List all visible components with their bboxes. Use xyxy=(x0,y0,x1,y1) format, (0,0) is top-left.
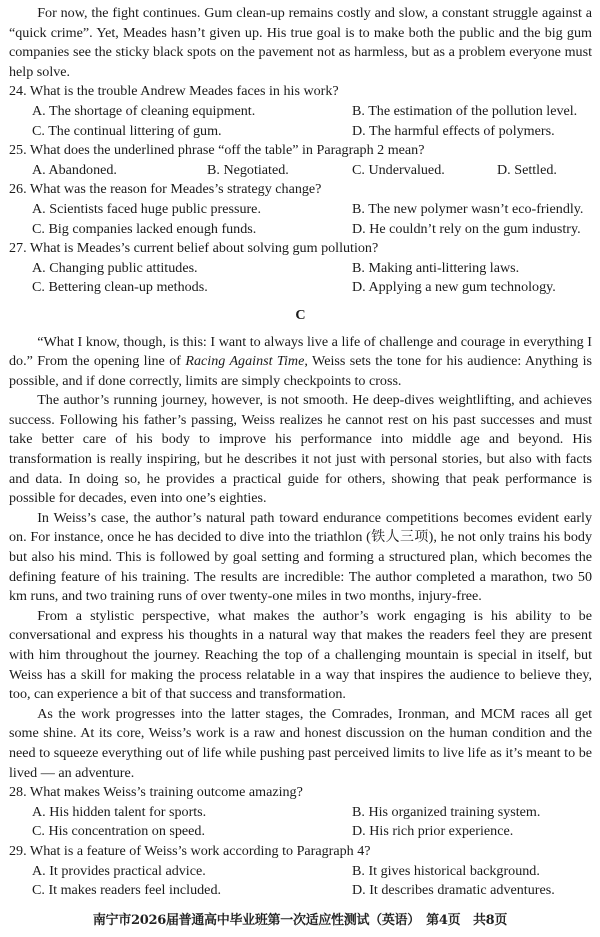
answer-option: D. He couldn’t rely on the gum industry. xyxy=(352,220,581,237)
paragraph xyxy=(9,333,592,392)
answer-option: D. The harmful effects of polymers. xyxy=(352,122,555,139)
book-title: Racing Against Time xyxy=(185,353,305,370)
answer-option: B. The new polymer wasn’t eco-friendly. xyxy=(352,200,584,217)
question-stem: 25. What does the underlined phrase “off the table” in Paragraph 2 mean? xyxy=(9,142,425,159)
answer-option: C. It makes readers feel included. xyxy=(32,882,222,899)
question xyxy=(9,141,592,180)
paragraph-text: In Weiss’s case, the author’s natural path toward endurance competitions becomes evident early on. For instance, once he has decided to dive into the triathlon (铁人三项), he not only trains his body but also his mind. This is followed by goal setting and forming a structured plan, which becomes the defining feature of his training. The results are incredible: The author completed a marathon, two 50 km runs, and two training runs of over twenty-one miles in two months, injury-free. xyxy=(9,509,592,605)
paragraph-text: , Weiss sets the tone for his audience: Anything is possible, and if done correctly, limits are simply checkpoints to cross. xyxy=(9,353,592,389)
answer-option: A. Abandoned. xyxy=(32,161,117,178)
answer-option: C. Bettering clean-up methods. xyxy=(32,279,208,296)
answer-options xyxy=(9,161,592,181)
question xyxy=(9,180,592,239)
paragraph-text: As the work progresses into the latter stages, the Comrades, Ironman, and MCM races all get some shine. At its core, Weiss’s work is a raw and honest discussion on the human condition and the need to squeeze everything out of life while pushing past perceived limits to live life as it’s meant to be lived — an adventure. xyxy=(9,705,592,781)
answer-option: B. Negotiated. xyxy=(207,161,289,178)
question xyxy=(9,239,592,298)
answer-option: D. His rich prior experience. xyxy=(352,823,514,840)
question-stem: 27. What is Meades’s current belief about solving gum pollution? xyxy=(9,240,379,257)
answer-option: B. His organized training system. xyxy=(352,803,541,820)
question-stem: 26. What was the reason for Meades’s strategy change? xyxy=(9,181,322,198)
question xyxy=(9,783,592,842)
question xyxy=(9,842,592,901)
paragraph-text: For now, the fight continues. Gum clean-up remains costly and slow, a constant struggle against a “quick crime”. Yet, Meades hasn’t given up. His true goal is to make both the public and the big gum companies see the sticky black spots on the pavement not as harmless, but as a problem everyone must help solve. xyxy=(9,5,592,80)
answer-options xyxy=(9,862,592,901)
paragraph xyxy=(9,705,592,783)
answer-option: D. Applying a new gum technology. xyxy=(352,279,556,296)
answer-options xyxy=(9,803,592,842)
answer-option: B. Making anti-littering laws. xyxy=(352,259,520,276)
answer-options xyxy=(9,102,592,141)
page-footer: 南宁市2026届普通高中毕业班第一次适应性测试（英语） 第4页 共8页 xyxy=(92,913,508,928)
paragraph xyxy=(9,391,592,509)
answer-options xyxy=(9,200,592,239)
answer-option: A. His hidden talent for sports. xyxy=(32,803,207,820)
paragraph xyxy=(9,509,592,607)
paragraph xyxy=(9,607,592,705)
answer-options xyxy=(9,259,592,298)
answer-option: D. It describes dramatic adventures. xyxy=(352,882,555,899)
answer-option: C. Undervalued. xyxy=(352,161,445,178)
question-stem: 28. What makes Weiss’s training outcome amazing? xyxy=(9,784,303,801)
answer-option: A. Scientists faced huge public pressure. xyxy=(32,200,261,217)
answer-option: C. The continual littering of gum. xyxy=(32,122,222,139)
exam-page-content xyxy=(9,4,592,901)
paragraph xyxy=(9,4,592,82)
answer-option: A. It provides practical advice. xyxy=(32,862,206,879)
answer-option: D. Settled. xyxy=(497,161,557,178)
answer-option: A. Changing public attitudes. xyxy=(32,259,198,276)
answer-option: C. Big companies lacked enough funds. xyxy=(32,220,257,237)
section-heading: C xyxy=(295,306,306,323)
answer-option: C. His concentration on speed. xyxy=(32,823,205,840)
question-stem: 29. What is a feature of Weiss’s work according to Paragraph 4? xyxy=(9,842,371,859)
answer-option: B. It gives historical background. xyxy=(352,862,540,879)
paragraph-text: The author’s running journey, however, is not smooth. He deep-dives weightlifting, and achieves success. Following his father’s passing, Weiss realizes he cannot rest on his past successes and must take better care of his body to improve his performance into middle age and beyond. His transformation is really inspiring, but he describes it not just with personal stories, but also with facts and data. In doing so, he provides a practical guide for others, showing that peak performance is possible for decades, even into one’s eighties. xyxy=(9,392,592,507)
paragraph-text: “What I know, though, is this: I want to always live a life of challenge and courage in everything I do.” From the opening line of xyxy=(9,333,592,370)
question-stem: 24. What is the trouble Andrew Meades faces in his work? xyxy=(9,83,339,100)
question xyxy=(9,82,592,141)
answer-option: B. The estimation of the pollution level. xyxy=(352,102,578,119)
answer-option: A. The shortage of cleaning equipment. xyxy=(32,102,256,119)
paragraph-text: From a stylistic perspective, what makes the author’s work engaging is his ability to be conversational and express his thoughts in a natural way that makes the readers feel they are present with him throughout the journey. Reaching the top of a challenging mountain is special in itself, but Weiss has a skill for making the process relatable in a way that inspires the audience to believe they, too, can experience a bit of that success and transformation. xyxy=(9,607,592,703)
